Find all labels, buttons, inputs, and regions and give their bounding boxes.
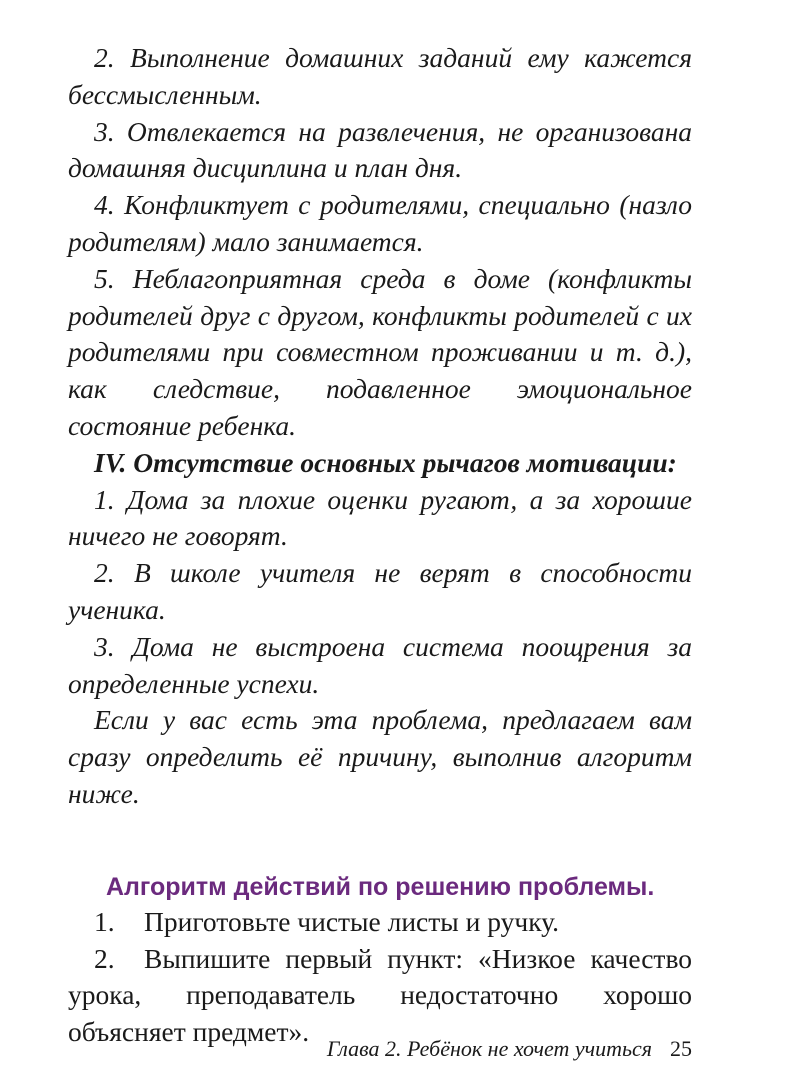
page-footer <box>68 1034 692 1064</box>
step-number: 1. <box>94 905 115 937</box>
algorithm-title: Алгоритм действий по решению проблемы. <box>106 872 655 901</box>
paragraph: 3. Дома не выстроена система поощрения за определенные успехи. <box>68 630 692 699</box>
page-number: 25 <box>670 1036 692 1061</box>
paragraph: 2. В школе учителя не верят в способности ученика. <box>68 557 692 625</box>
paragraph: 1. Дома за плохие оценки ругают, а за хорошие ничего не говорят. <box>68 483 692 552</box>
page-content <box>68 40 692 1051</box>
algorithm-step <box>68 904 692 941</box>
step-number: 2. <box>94 942 115 974</box>
paragraph: 2. Выполнение домашних заданий ему кажется бессмысленным. <box>68 42 692 110</box>
section-heading: IV. Отсутствие основных рычагов мотивации: <box>94 446 677 478</box>
chapter-title: Глава 2. Ребёнок не хочет учиться <box>326 1036 652 1061</box>
paragraph: 4. Конфликтует с родителями, специально (назло родителям) мало занимается. <box>68 189 692 257</box>
paragraph: Если у вас есть эта проблема, предлагаем вам сразу определить её причину, выполнив алгоритм ниже. <box>68 704 692 809</box>
paragraph: 3. Отвлекается на развлечения, не организована домашняя дисциплина и план дня. <box>68 115 692 184</box>
paragraph: 5. Неблагоприятная среда в доме (конфликты родителей друг с другом, конфликты родителей с их родителями при совместном проживании и т. д.), как следствие, подавленное эмоциональное состояние ребенка. <box>68 262 692 441</box>
step-text: Выпишите первый пункт: «Низкое качество урока, преподаватель недостаточно хорошо объясняет предмет». <box>68 942 692 1048</box>
step-text: Приготовьте чистые листы и ручку. <box>144 905 560 937</box>
